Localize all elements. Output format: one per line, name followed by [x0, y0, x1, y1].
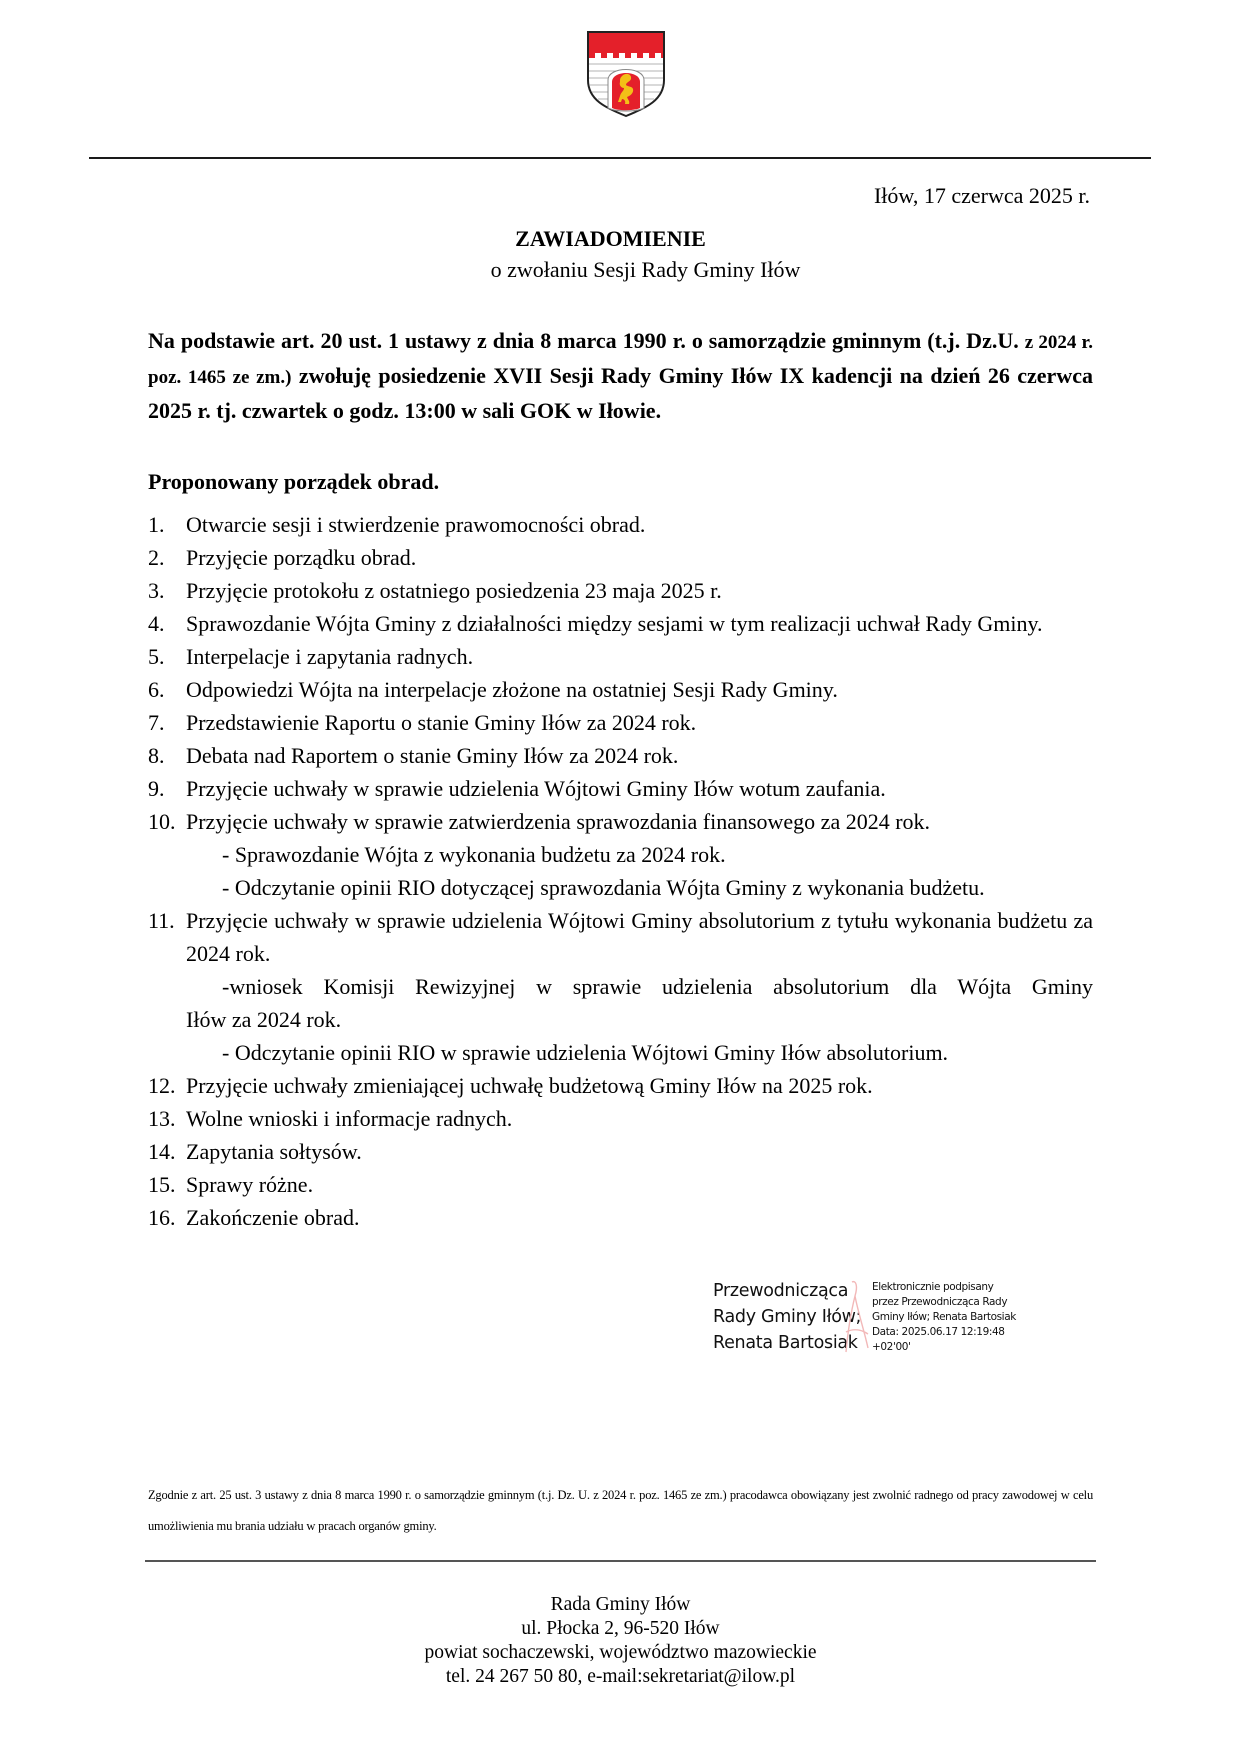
signature-details [872, 1280, 1016, 1355]
agenda-item-number: 13. [148, 1106, 176, 1131]
intro-text-2: z 2024 r. poz. 1465 ze zm.) [148, 332, 1093, 388]
agenda-item-number: 16. [148, 1205, 176, 1230]
signer-line: Renata Bartosiak [713, 1333, 858, 1353]
agenda-subitem [148, 838, 1093, 871]
agenda-item-text: Zakończenie obrad. [186, 1205, 360, 1230]
agenda-item [148, 574, 1093, 607]
agenda-subitem-text: -wniosek Komisji Rewizyjnej w sprawie udzielenia absolutorium dla Wójta Gminy [222, 974, 1093, 999]
agenda-item [148, 904, 1093, 970]
agenda-item-text: Wolne wnioski i informacje radnych. [186, 1106, 513, 1131]
signature-watermark-icon [844, 1278, 870, 1356]
agenda-item [148, 541, 1093, 574]
agenda-item [148, 739, 1093, 772]
electronic-signature[interactable] [713, 1278, 1053, 1358]
footer-divider [145, 1560, 1096, 1562]
agenda-item [148, 1069, 1093, 1102]
agenda-subitem [148, 970, 1093, 1003]
address-line: ul. Płocka 2, 96-520 Iłów [521, 1618, 720, 1639]
agenda-item [148, 673, 1093, 706]
agenda-item-number: 7. [148, 710, 165, 735]
agenda-heading: Proponowany porządek obrad. [148, 469, 440, 494]
coat-of-arms-icon [586, 30, 666, 118]
address-line: tel. 24 267 50 80, e-mail:sekretariat@ilow.pl [445, 1666, 796, 1687]
agenda-item-number: 6. [148, 677, 165, 702]
agenda-subitem-text: - Sprawozdanie Wójta z wykonania budżetu za 2024 rok. [222, 842, 726, 867]
agenda-item-number: 4. [148, 611, 165, 636]
signer-line: Rady Gminy Iłów; [713, 1307, 862, 1327]
agenda-item-text: Odpowiedzi Wójta na interpelacje złożone na ostatniej Sesji Rady Gminy. [186, 677, 838, 702]
agenda-item-text: Sprawy różne. [186, 1172, 314, 1197]
agenda-item-number: 12. [148, 1073, 176, 1098]
agenda-item-text: Przyjęcie uchwały zmieniającej uchwałę budżetową Gminy Iłów na 2025 rok. [186, 1073, 873, 1098]
address-line: powiat sochaczewski, województwo mazowieckie [424, 1642, 817, 1663]
agenda-item-text: Sprawozdanie Wójta Gminy z działalności między sesjami w tym realizacji uchwał Rady Gminy. [186, 611, 1043, 636]
agenda-item-number: 15. [148, 1172, 176, 1197]
intro-text-3: zwołuję posiedzenie XVII Sesji Rady Gminy Iłów IX kadencji na dzień 26 czerwca 2025 r. tj. czwartek o godz. 13:00 w sali GOK w Iłowie. [148, 363, 1093, 423]
signer-line: Przewodnicząca [713, 1281, 849, 1301]
agenda-subitem-text: - Odczytanie opinii RIO w sprawie udzielenia Wójtowi Gminy Iłów absolutorium. [222, 1040, 949, 1065]
agenda-item-text: Otwarcie sesji i stwierdzenie prawomocności obrad. [186, 512, 646, 537]
agenda-item [148, 607, 1093, 640]
agenda-item [148, 508, 1093, 541]
agenda-item-text: Przyjęcie uchwały w sprawie udzielenia Wójtowi Gminy absolutorium z tytułu wykonania budżetu za 2024 rok. [186, 908, 1093, 966]
agenda-item [148, 706, 1093, 739]
agenda-subitem-continuation [148, 1003, 1093, 1036]
agenda-item-number: 9. [148, 776, 165, 801]
agenda-item-number: 2. [148, 545, 165, 570]
intro-text-1: Na podstawie art. 20 ust. 1 ustawy z dnia 8 marca 1990 r. o samorządzie gminnym (t.j. Dz.U. [148, 328, 1025, 353]
document-date: Iłów, 17 czerwca 2025 r. [873, 183, 1090, 208]
agenda-item-number: 5. [148, 644, 165, 669]
agenda-item-text: Zapytania sołtysów. [186, 1139, 362, 1164]
agenda-item [148, 772, 1093, 805]
agenda-item-text: Przyjęcie uchwały w sprawie udzielenia Wójtowi Gminy Iłów wotum zaufania. [186, 776, 886, 801]
agenda-item-text: Przedstawienie Raportu o stanie Gminy Iłów za 2024 rok. [186, 710, 697, 735]
agenda-item [148, 640, 1093, 673]
agenda-item [148, 1201, 1093, 1234]
signature-detail-line: Data: 2025.06.17 12:19:48 [872, 1326, 1005, 1338]
agenda-list [148, 508, 1093, 1234]
signature-detail-line: +02'00' [872, 1341, 911, 1353]
signature-detail-line: Gminy Iłów; Renata Bartosiak [872, 1311, 1016, 1323]
footer-address [0, 1593, 1241, 1689]
agenda-item [148, 1102, 1093, 1135]
agenda-item [148, 1135, 1093, 1168]
agenda-item-number: 10. [148, 809, 176, 834]
agenda-item-number: 3. [148, 578, 165, 603]
agenda-item-text: Interpelacje i zapytania radnych. [186, 644, 474, 669]
agenda-item [148, 805, 1093, 838]
agenda-item-text: Przyjęcie uchwały w sprawie zatwierdzenia sprawozdania finansowego za 2024 rok. [186, 809, 931, 834]
agenda-item [148, 1168, 1093, 1201]
address-line: Rada Gminy Iłów [550, 1594, 691, 1615]
agenda-item-number: 1. [148, 512, 165, 537]
agenda-subitem-text: Iłów za 2024 rok. [186, 1007, 342, 1032]
signer-name [713, 1278, 861, 1356]
header-divider [89, 157, 1151, 159]
agenda-item-text: Przyjęcie protokołu z ostatniego posiedzenia 23 maja 2025 r. [186, 578, 722, 603]
agenda-item-text: Przyjęcie porządku obrad. [186, 545, 417, 570]
signature-detail-line: Elektronicznie podpisany [872, 1281, 994, 1293]
document-title: ZAWIADOMIENIE [515, 226, 706, 251]
document-subtitle: o zwołaniu Sesji Rady Gminy Iłów [490, 257, 801, 282]
agenda-subitem [148, 871, 1093, 904]
agenda-item-text: Debata nad Raportem o stanie Gminy Iłów za 2024 rok. [186, 743, 679, 768]
agenda-subitem-text: - Odczytanie opinii RIO dotyczącej sprawozdania Wójta Gminy z wykonania budżetu. [222, 875, 985, 900]
agenda-item-number: 8. [148, 743, 165, 768]
legal-footnote: Zgodnie z art. 25 ust. 3 ustawy z dnia 8 marca 1990 r. o samorządzie gminnym (t.j. Dz. U. z 2024 r. poz. 1465 ze zm.) pracodawca obowiązany jest zwolnić radnego od pracy zawodowej w celu umożliwienia mu brania udziału w pracach organów gminy. [148, 1488, 1093, 1533]
agenda-item-number: 14. [148, 1139, 176, 1164]
agenda-item-number: 11. [148, 908, 175, 933]
intro-paragraph [148, 324, 1093, 427]
agenda-subitem [148, 1036, 1093, 1069]
signature-detail-line: przez Przewodnicząca Rady [872, 1296, 1008, 1308]
